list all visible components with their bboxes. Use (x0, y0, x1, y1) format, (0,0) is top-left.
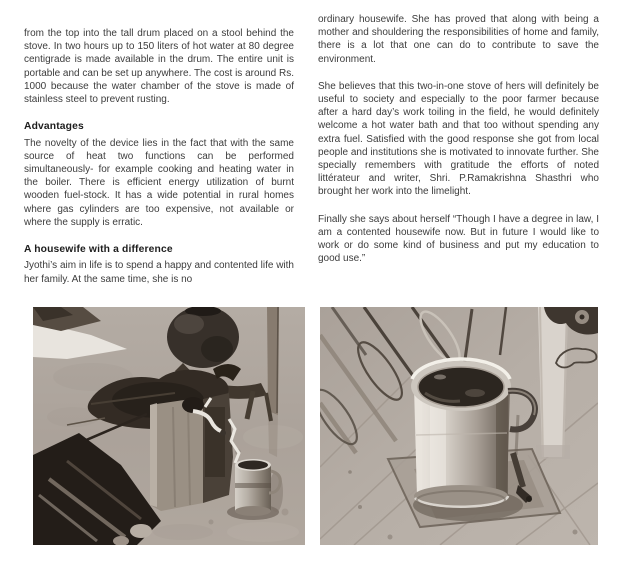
para-finally: Finally she says about herself “Though I have a degree in law, I am a contented housewife now. But in future I would like to work or do some kind of business and put my education to good use.” (318, 213, 599, 265)
para-believes: She believes that this two-in-one stove of hers will definitely be useful to society and especially to the poor farmer because after a hard day’s work toiling in the field, he would definitely welcome a hot water bath and that too without spending any extra fuel. Satisfied with the good response she got from local people and institutions she is motivated to innovate further. She specially remembers with gratitude the efforts of noted littérateur and writer, Shri. P.Ramakrishna Shasthri who brought her work into the limelight. (318, 80, 599, 198)
para-stove-description: from the top into the tall drum placed on a stool behind the stove. In two hours up to 150 liters of hot water at 80 degree centigrade is made available in the drum. The entire unit is portable and can be set up anywhere. The cost is around Rs. 1000 because the water chamber of the stove is made of stainless steel to prevent rusting. (24, 28, 294, 106)
left-column (24, 27, 294, 286)
photo-steel-drum-scene (320, 307, 598, 545)
para-housewife: Jyothi’s aim in life is to spend a happy and contented life with her family. At the same time, she is no (24, 260, 294, 285)
para-continuation: ordinary housewife. She has proved that along with being a mother and shouldering the responsibilities of home and family, there is a lot that one can do to contribute to save the environment. (318, 14, 599, 65)
log-end (130, 524, 152, 538)
stove-photo-illustration (33, 307, 305, 545)
stove-hole (182, 397, 204, 413)
stone-water-chamber (150, 393, 233, 511)
para-advantages: The novelty of the device lies in the fact that with the same source of heat two functions can be performed simultaneously- for example cooking and heating water in the boiler. There is efficient energy utilization of burnt wooden fuel-stock. It has a wide potential in rural homes where gas cylinders are too expensive, not available or where the supply is erratic. (24, 137, 294, 228)
drum-photo-illustration (320, 307, 598, 545)
photo-stove-scene (33, 307, 305, 545)
wooden-pole (267, 307, 279, 457)
right-column (318, 13, 599, 265)
heading-advantages: Advantages (24, 121, 84, 133)
heading-housewife: A housewife with a difference (24, 244, 173, 256)
